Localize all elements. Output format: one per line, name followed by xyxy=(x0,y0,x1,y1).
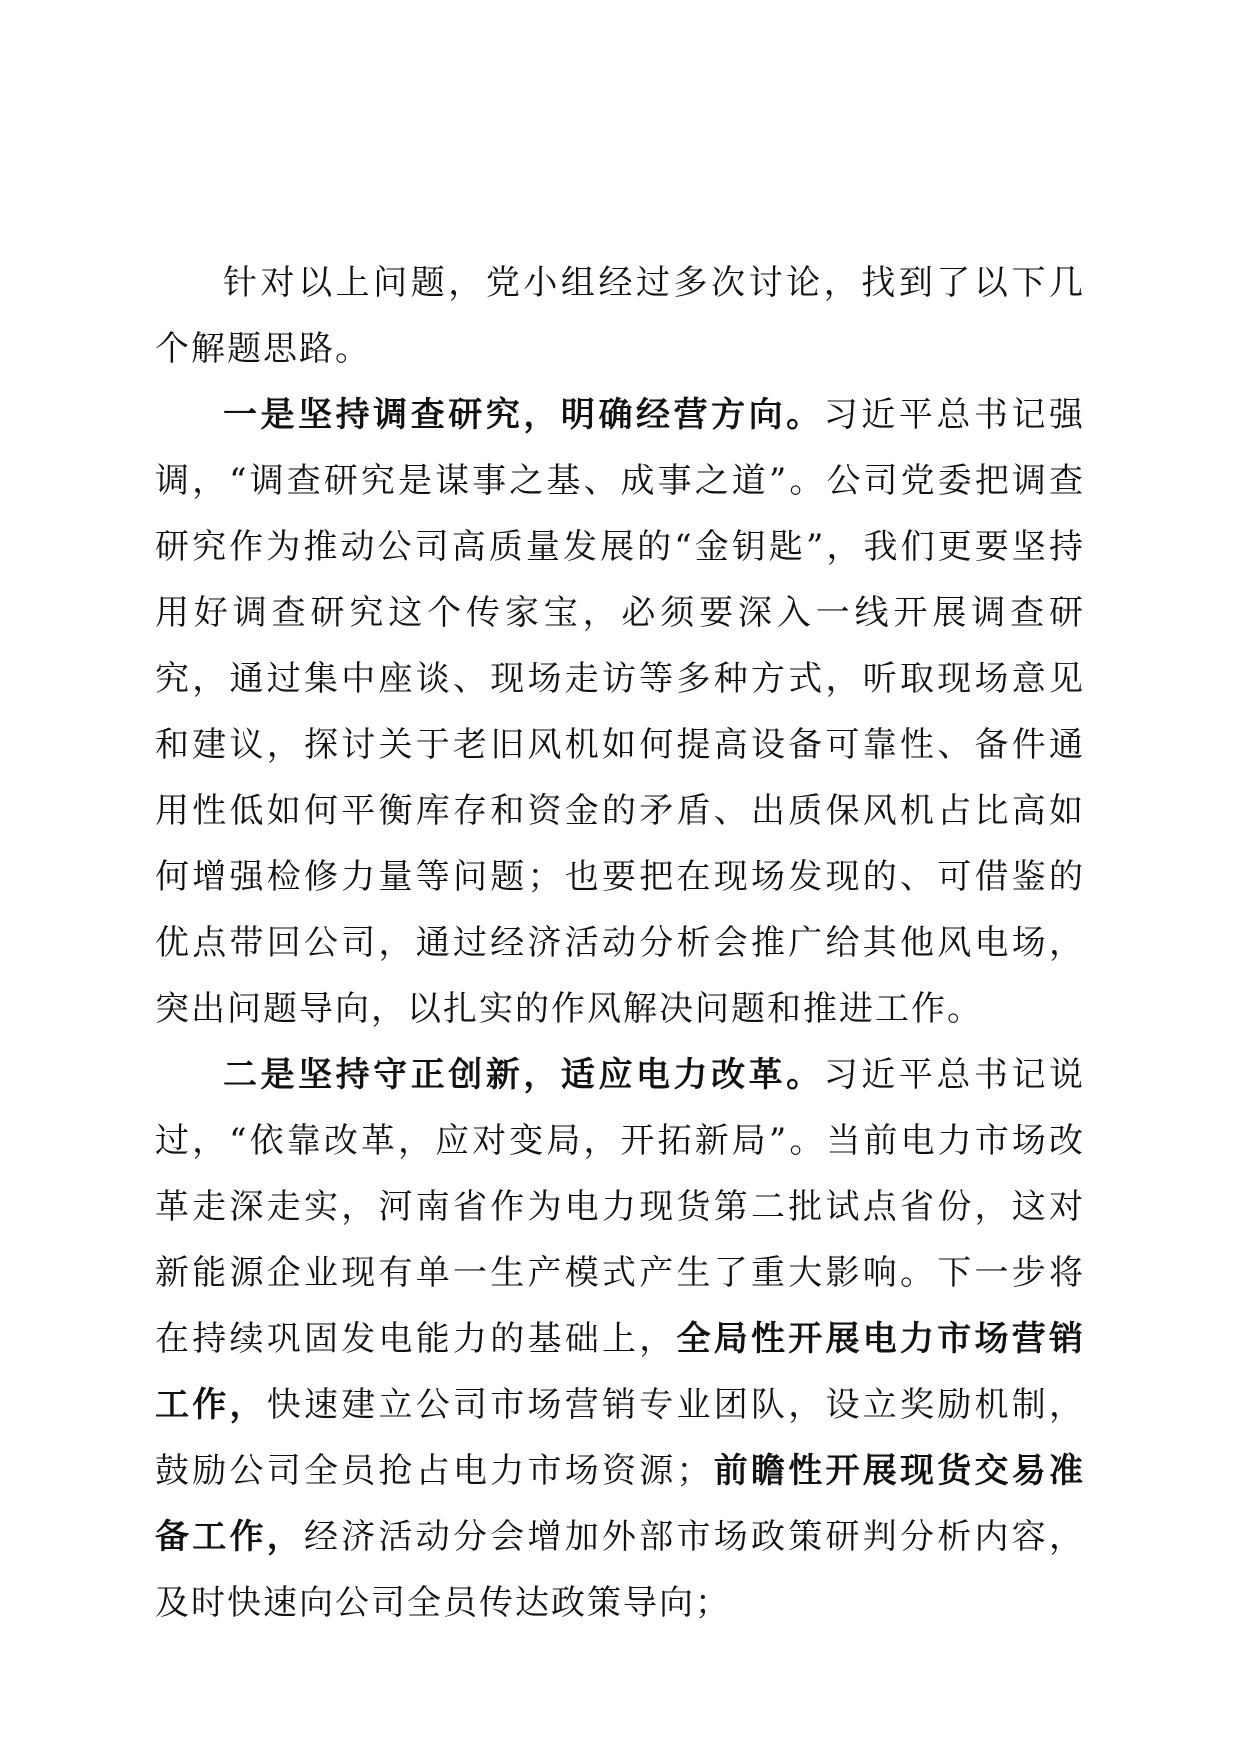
paragraph-intro-text: 针对以上问题，党小组经过多次讨论，找到了以下几个解题思路。 xyxy=(155,263,1085,369)
point-one-heading: 一是坚持调查研究，明确经营方向。 xyxy=(223,395,824,435)
point-one-text: 习近平总书记强调，“调查研究是谋事之基、成事之道”。公司党委把调查研究作为推动公司高质量发展的“金钥匙”，我们更要坚持用好调查研究这个传家宝，必须要深入一线开展调查研究，通过集中座谈、现场走访等多种方式，听取现场意见和建议，探讨关于老旧风机如何提高设备可靠性、备件通用性低如何平衡库存和资金的矛盾、出质保风机占比高如何增强检修力量等问题；也要把在现场发现的、可借鉴的优点带回公司，通过经济活动分析会推广给其他风电场，突出问题导向，以扎实的作风解决问题和推进工作。 xyxy=(155,395,1086,1029)
point-two-text-2: 快速建立公司市场营销专业团队，设立奖励机制，鼓励公司全员抢占电力市场资源； xyxy=(155,1385,1085,1491)
paragraph-point-two xyxy=(155,1042,1085,1636)
paragraph-intro xyxy=(155,250,1085,382)
point-two-heading: 二是坚持守正创新，适应电力改革。 xyxy=(223,1055,824,1095)
point-two-text-1: 习近平总书记说过，“依靠改革，应对变局，开拓新局”。当前电力市场改革走深走实，河南省作为电力现货第二批试点省份，这对新能源企业现有单一生产模式产生了重大影响。下一步将在持续巩固发电能力的基础上， xyxy=(155,1055,1086,1359)
paragraph-point-one xyxy=(155,382,1085,1042)
point-two-text-3: 经济活动分会增加外部市场政策研判分析内容，及时快速向公司全员传达政策导向； xyxy=(155,1517,1085,1623)
point-two-emphasis-2: 前瞻性开展现货交易准备工作， xyxy=(155,1451,1085,1557)
document-body xyxy=(155,250,1085,1636)
point-two-emphasis-1: 全局性开展电力市场营销工作， xyxy=(155,1319,1085,1425)
